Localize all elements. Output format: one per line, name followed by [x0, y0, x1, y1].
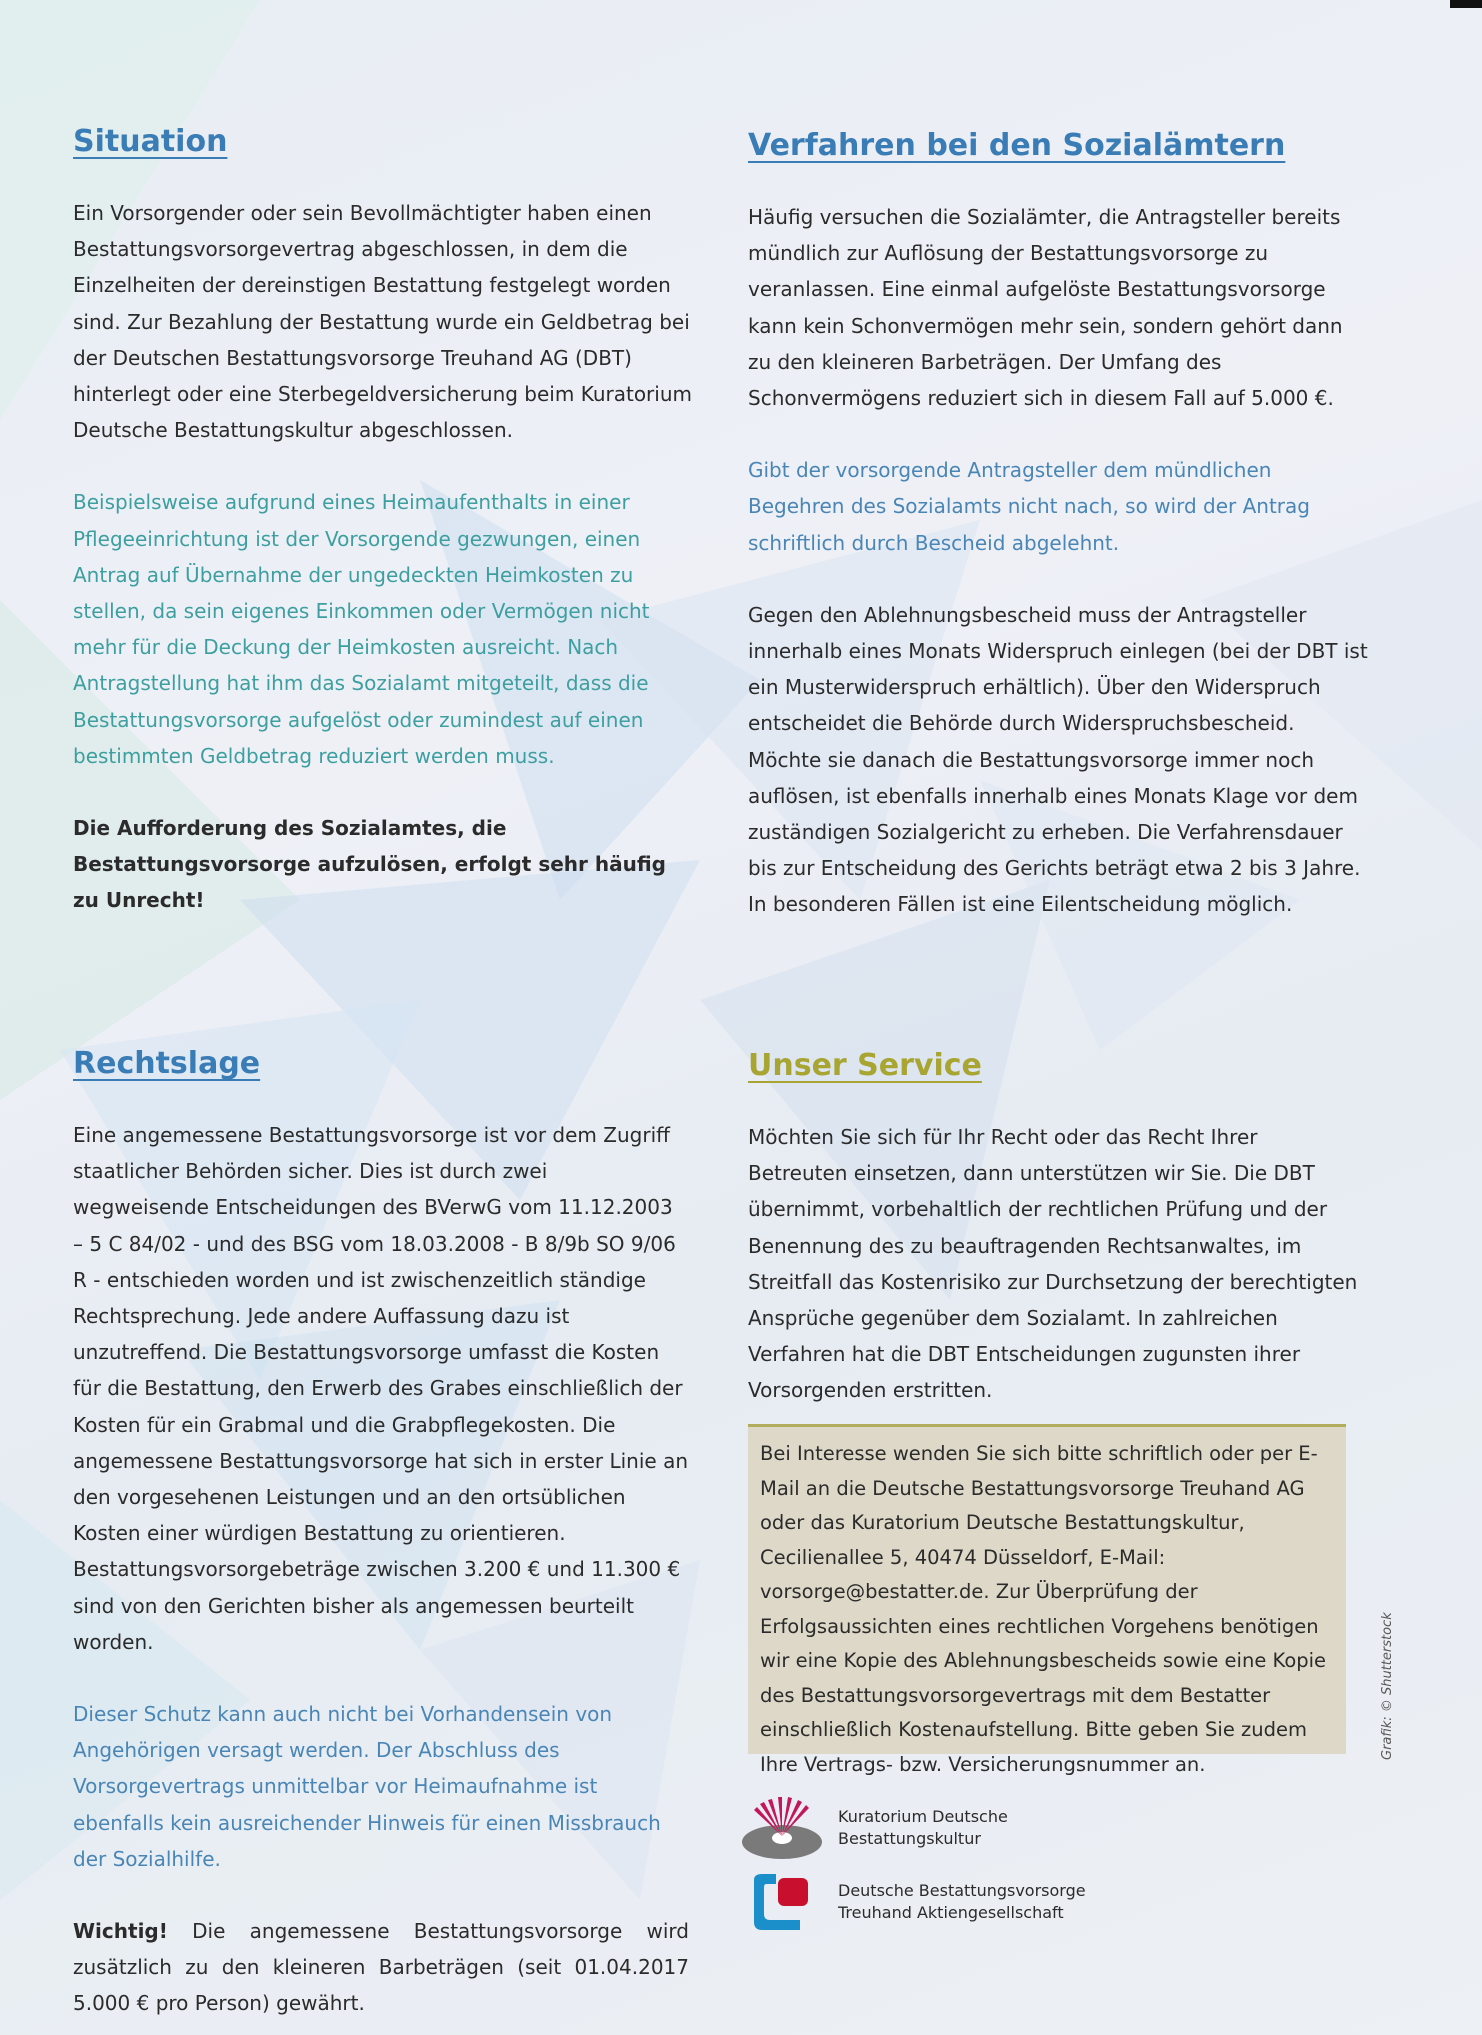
rechtslage-paragraph-1: Eine angemessene Bestattungsvorsorge ist vor dem Zugriff staatlicher Behörden sicher. Dies ist durch zwei wegweisende Entscheidungen des BVerwG vom 11.12.2003 – 5 C 84/02 - und des BSG vom 18.03.2008 - B 8/9b SO 9/06 R - entschieden worden und ist zwischenzeitlich ständige Rechtsprechung. Jede andere Auffassung dazu ist unzutreffend. Die Bestattungsvorsorge umfasst die Kosten für die Bestattung, den Erwerb des Grabes einschließlich der Kosten für ein Grabmal und die Grabpflegekosten. Die angemessene Bestattungsvorsorge hat sich in erster Linie an den vorgesehenen Leistungen und an den ortsüblichen Kosten einer würdigen Bestattung zu orientieren. Bestattungsvorsorgebeträge zwischen 3.200 € und 11.300 € sind von den Gerichten bisher als angemessen beurteilt worden. [73, 1123, 688, 1654]
kuratorium-logo-icon [740, 1796, 824, 1860]
image-credit: Grafik: © Shutterstock [1380, 1612, 1395, 1760]
section-verfahren [748, 128, 1368, 923]
wichtig-label: Wichtig! [73, 1919, 168, 1944]
situation-paragraph-3: Die Aufforderung des Sozialamtes, die Bestattungsvorsorge aufzulösen, erfolgt sehr häufig zu Unrecht! [73, 816, 666, 913]
section-service [748, 1048, 1360, 1409]
heading-situation: Situation [73, 124, 228, 159]
contact-info-box [748, 1424, 1346, 1776]
situation-paragraph-1: Ein Vorsorgender oder sein Bevollmächtigter haben einen Bestattungsvorsorgevertrag abgeschlossen, in dem die Einzelheiten der dereinstigen Bestattung festgelegt worden sind. Zur Bezahlung der Bestattung wurde ein Geldbetrag bei der Deutschen Bestattungsvorsorge Treuhand AG (DBT) hinterlegt oder eine Sterbegeldversicherung beim Kuratorium Deutsche Bestattungskultur abgeschlossen. [73, 201, 692, 443]
kuratorium-name-line-2: Bestattungskultur [838, 1829, 981, 1848]
verfahren-paragraph-3: Gegen den Ablehnungsbescheid muss der Antragsteller innerhalb eines Monats Widerspruch einlegen (bei der DBT ist ein Musterwiderspruch erhältlich). Über den Widerspruch entscheidet die Behörde durch Widerspruchsbescheid. Möchte sie danach die Bestattungsvorsorge immer noch auflösen, ist ebenfalls innerhalb eines Monats Klage vor dem zuständigen Sozialgericht zu erheben. Die Verfahrensdauer bis zur Entscheidung des Gerichts beträgt etwa 2 bis 3 Jahre. In besonderen Fällen ist eine Eilentscheidung möglich. [748, 602, 1368, 917]
dbt-name-line-2: Treuhand Aktiengesellschaft [838, 1903, 1064, 1922]
dbt-name-line-1: Deutsche Bestattungsvorsorge [838, 1881, 1086, 1900]
kuratorium-name-line-1: Kuratorium Deutsche [838, 1807, 1008, 1826]
rechtslage-paragraph-3 [73, 1913, 689, 2022]
heading-service: Unser Service [748, 1048, 982, 1083]
situation-paragraph-2: Beispielsweise aufgrund eines Heimaufenthalts in einer Pflegeeinrichtung ist der Vorsorgende gezwungen, einen Antrag auf Übernahme der ungedeckten Heimkosten zu stellen, da sein eigenes Einkommen oder Vermögen nicht mehr für die Deckung der Heimkosten ausreicht. Nach Antragstellung hat ihm das Sozialamt mitgeteilt, dass die Bestattungsvorsorge aufgelöst oder zumindest auf einen bestimmten Geldbetrag reduziert werden muss. [73, 490, 650, 768]
kuratorium-name [838, 1806, 1008, 1850]
rechtslage-paragraph-2: Dieser Schutz kann auch nicht bei Vorhandensein von Angehörigen versagt werden. Der Abschluss des Vorsorgevertrags unmittelbar vor Heimaufnahme ist ebenfalls kein ausreichender Hinweis für einen Missbrauch der Sozialhilfe. [73, 1702, 661, 1871]
contact-info-text: Bei Interesse wenden Sie sich bitte schriftlich oder per E-Mail an die Deutsche Bestattungsvorsorge Treuhand AG oder das Kuratorium Deutsche Bestattungskultur, Cecilienallee 5, 40474 Düsseldorf, E-Mail: vorsorge@bestatter.de. Zur Überprüfung der Erfolgsaussichten eines rechtlichen Vorgehens benötigen wir eine Kopie des Ablehnungsbescheids sowie eine Kopie des Bestattungsvorsorgevertrags mit dem Bestatter einschließlich Kostenaufstellung. Bitte geben Sie zudem Ihre Vertrags- bzw. Versicherungsnummer an. [760, 1442, 1327, 1776]
dbt-logo-icon [740, 1870, 824, 1934]
section-situation [73, 124, 693, 919]
dbt-name [838, 1880, 1086, 1924]
logo-dbt [740, 1870, 1086, 1934]
heading-rechtslage: Rechtslage [73, 1046, 261, 1081]
scan-edge-mark [1450, 0, 1482, 8]
logo-kuratorium [740, 1796, 1008, 1860]
wichtig-text: Die angemessene Bestattungsvorsorge wird zusätzlich zu den kleineren Barbeträgen (seit 01.04.2017 5.000 € pro Person) gewährt. [73, 1919, 689, 2016]
heading-verfahren: Verfahren bei den Sozialämtern [748, 128, 1286, 163]
verfahren-paragraph-2: Gibt der vorsorgende Antragsteller dem mündlichen Begehren des Sozialamts nicht nach, so wird der Antrag schriftlich durch Bescheid abgelehnt. [748, 458, 1310, 555]
section-rechtslage [73, 1046, 689, 2022]
service-paragraph-1: Möchten Sie sich für Ihr Recht oder das Recht Ihrer Betreuten einsetzen, dann unterstützen wir Sie. Die DBT übernimmt, vorbehaltlich der rechtlichen Prüfung und der Benennung des zu beauftragenden Rechtsanwaltes, im Streitfall das Kostenrisiko zur Durchsetzung der berechtigten Ansprüche gegenüber dem Sozialamt. In zahlreichen Verfahren hat die DBT Entscheidungen zugunsten ihrer Vorsorgenden erstritten. [748, 1125, 1358, 1403]
verfahren-paragraph-1: Häufig versuchen die Sozialämter, die Antragsteller bereits mündlich zur Auflösung der Bestattungsvorsorge zu veranlassen. Eine einmal aufgelöste Bestattungsvorsorge kann kein Schonvermögen mehr sein, sondern gehört dann zu den kleineren Barbeträgen. Der Umfang des Schonvermögens reduziert sich in diesem Fall auf 5.000 €. [748, 205, 1343, 411]
